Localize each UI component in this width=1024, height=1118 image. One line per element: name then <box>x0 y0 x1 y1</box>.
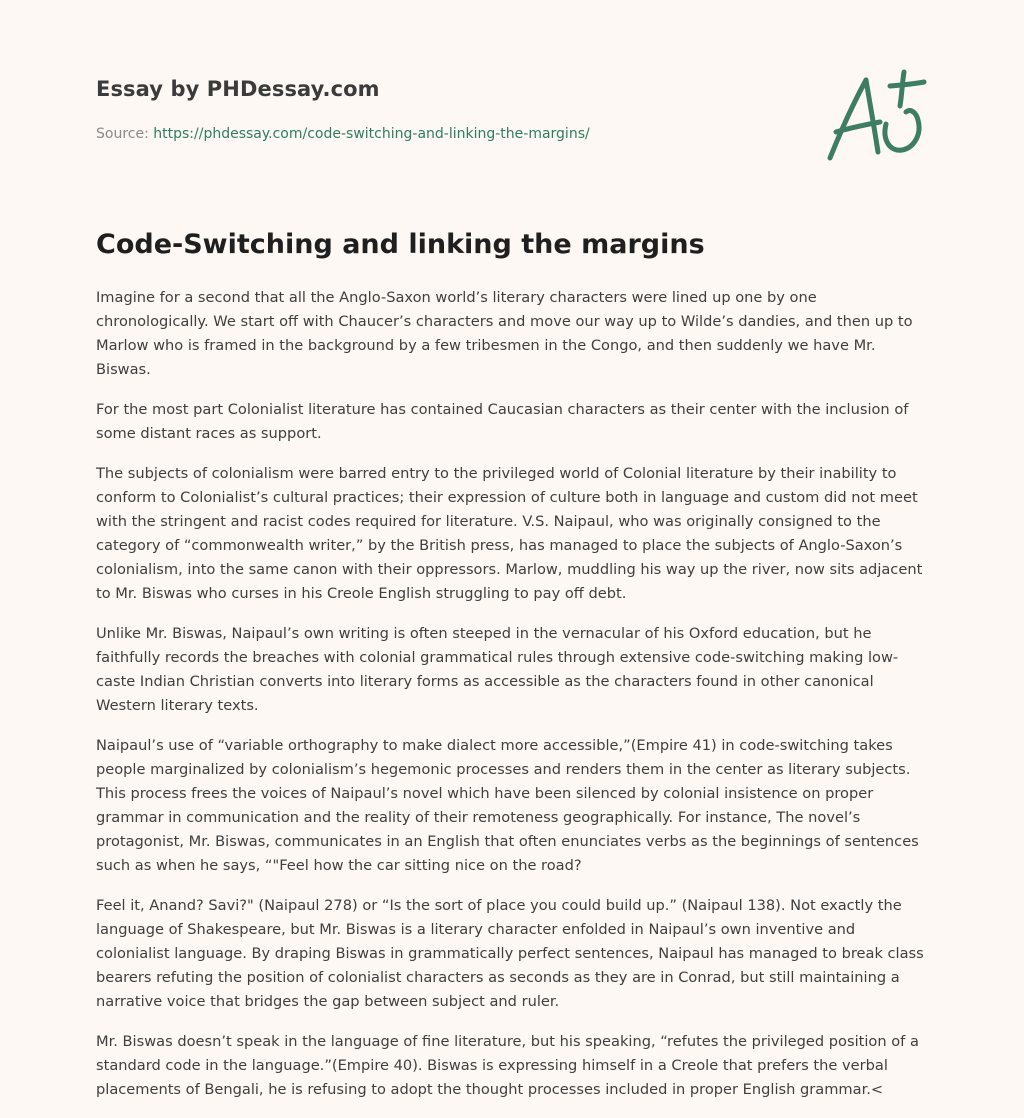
a-plus-grade-icon <box>820 68 930 166</box>
paragraph: The subjects of colonialism were barred entry to the privileged world of Colonial literature by their inability to conform to Colonialist’s cultural practices; their expression of culture both in language and custom did not meet with the stringent and racist codes required for literature. V.S. Naipaul, who was originally consigned to the category of “commonwealth writer,” by the British press, has managed to place the subjects of Anglo-Saxon’s colonialism, into the same canon with their oppressors. Marlow, muddling his way up the river, now sits adjacent to Mr. Biswas who curses in his Creole English struggling to pay off debt. <box>96 465 923 602</box>
paragraph: Feel it, Anand? Savi?" (Naipaul 278) or “Is the sort of place you could build up.” (Naipaul 138). Not exactly the language of Shakespeare, but Mr. Biswas is a literary character enfolded in Naipaul’s own inventive and colonialist language. By draping Biswas in grammatically perfect sentences, Naipaul has managed to break class bearers refuting the position of colonialist characters as seconds as they are in Conrad, but still maintaining a narrative voice that bridges the gap between subject and ruler. <box>96 897 924 1010</box>
source-label: Source: <box>96 126 154 142</box>
paragraph: Mr. Biswas doesn’t speak in the language of fine literature, but his speaking, “refutes the privileged position of a standard code in the language.”(Empire 40). Biswas is expressing himself in a Creole that prefers the verbal placements of Bengali, he is refusing to adopt the thought processes included in proper English grammar.< <box>96 1033 919 1098</box>
source-link[interactable]: https://phdessay.com/code-switching-and-linking-the-margins/ <box>153 126 590 142</box>
article-title: Code-Switching and linking the margins <box>96 229 705 260</box>
article-body <box>96 286 930 1118</box>
site-title: Essay by PHDessay.com <box>96 77 380 101</box>
essay-header <box>96 74 796 142</box>
paragraph: For the most part Colonialist literature has contained Caucasian characters as their center with the inclusion of some distant races as support. <box>96 401 909 442</box>
paragraph: Unlike Mr. Biswas, Naipaul’s own writing is often steeped in the vernacular of his Oxford education, but he faithfully records the breaches with colonial grammatical rules through extensive code-switching making low-caste Indian Christian converts into literary forms as accessible as the characters found in other canonical Western literary texts. <box>96 625 899 714</box>
paragraph: Imagine for a second that all the Anglo-Saxon world’s literary characters were lined up one by one chronologically. We start off with Chaucer’s characters and move our way up to Wilde’s dandies, and then up to Marlow who is framed in the background by a few tribesmen in the Congo, and then suddenly we have Mr. Biswas. <box>96 289 913 378</box>
source-line <box>96 124 590 144</box>
paragraph: Naipaul’s use of “variable orthography to make dialect more accessible,”(Empire 41) in code-switching takes people marginalized by colonialism’s hegemonic processes and renders them in the center as literary subjects. This process frees the voices of Naipaul’s novel which have been silenced by colonial insistence on proper grammar in communication and the reality of their remoteness geographically. For instance, The novel’s protagonist, Mr. Biswas, communicates in an English that often enunciates verbs as the beginnings of sentences such as when he says, “"Feel how the car sitting nice on the road? <box>96 737 919 874</box>
